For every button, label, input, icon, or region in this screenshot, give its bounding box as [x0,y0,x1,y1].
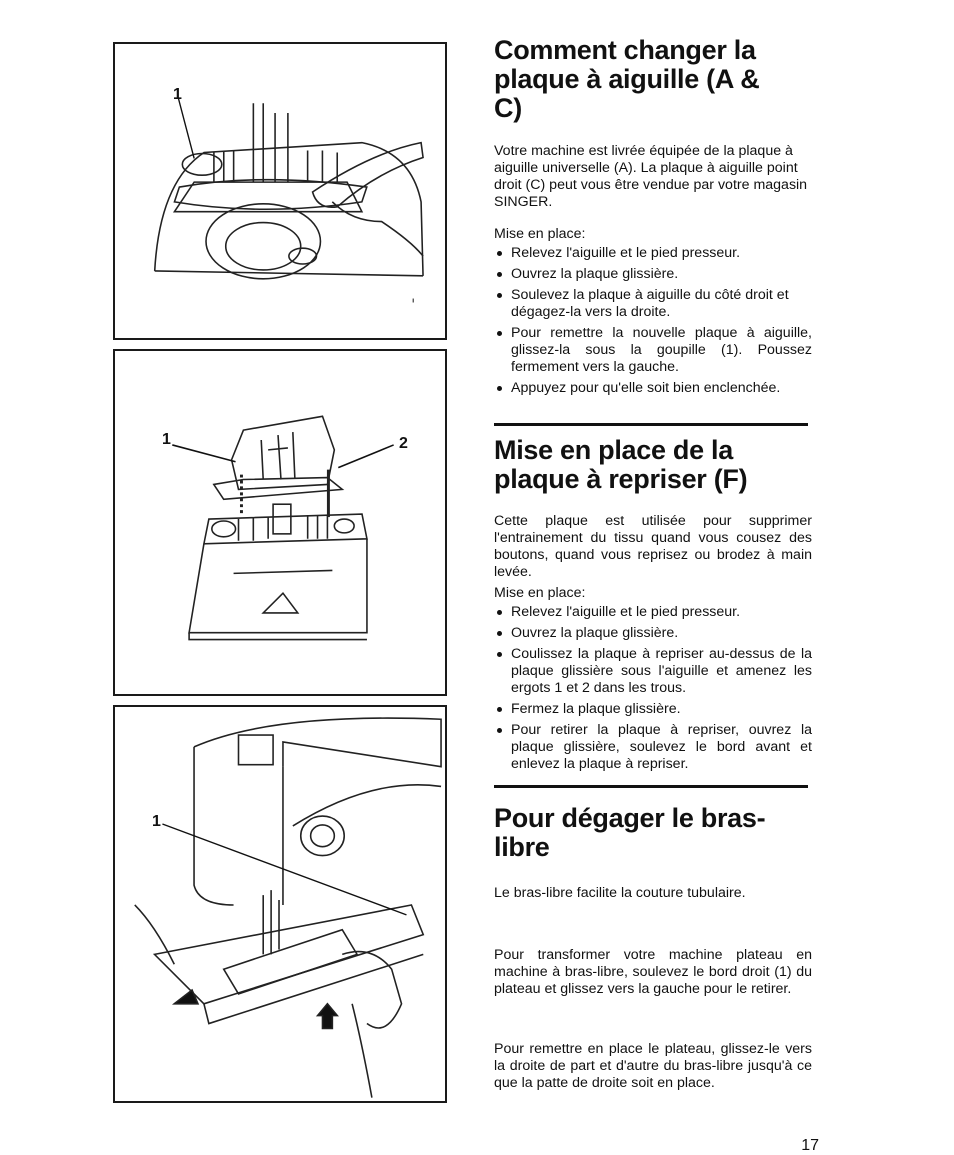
section-title-needle-plate: Comment changer la plaque à aiguille (A & C) [494,35,760,123]
callout-1: 1 [173,86,182,103]
divider [494,785,808,788]
list-item: Ouvrez la plaque glissière. [494,625,812,642]
section-title-free-arm: Pour dégager le bras-libre [494,803,766,862]
callout-1: 1 [162,431,171,448]
paragraph: Pour transformer votre machine plateau en machine à bras-libre, soulevez le bord droit (1) du plateau et glissez vers la gauche pour le retirer. [494,947,812,997]
needle-plate-illustration [115,44,445,338]
list-item: Coulissez la plaque à repriser au-dessus de la plaque glissière sous l'aiguille et amenez les ergots 1 et 2 dans les trous. [494,646,812,697]
text-column [494,36,812,1092]
figure-free-arm [113,705,447,1103]
darning-plate-illustration [115,351,445,694]
list-item: Relevez l'aiguille et le pied presseur. [494,604,812,621]
list-item: Appuyez pour qu'elle soit bien enclenchée. [494,380,812,397]
list-item: Ouvrez la plaque glissière. [494,266,812,283]
list-item: Soulevez la plaque à aiguille du côté droit et dégagez-la vers la droite. [494,287,812,321]
list-item: Fermez la plaque glissière. [494,701,812,718]
list-item: Pour remettre la nouvelle plaque à aiguille, glissez-la sous la goupille (1). Poussez fermement vers la gauche. [494,325,812,376]
divider [494,423,808,426]
section-intro: Cette plaque est utilisée pour supprimer l'entrainement du tissu quand vous cousez des boutons, quand vous reprisez ou brodez à main levée. [494,513,812,580]
paragraph: Le bras-libre facilite la couture tubulaire. [494,885,746,901]
bullet-list [494,245,812,397]
section-intro: Votre machine est livrée équipée de la plaque à aiguille universelle (A). La plaque à aiguille point droit (C) peut vous être vendue par votre magasin SINGER. [494,143,808,210]
section-title-darning-plate: Mise en place de la plaque à repriser (F) [494,435,748,494]
figure-needle-plate [113,42,447,340]
figure-darning-plate [113,349,447,696]
bullet-list [494,604,812,773]
section-subhead: Mise en place: [494,585,586,601]
section-subhead: Mise en place: [494,226,586,242]
list-item: Pour retirer la plaque à repriser, ouvrez la plaque glissière, soulevez le bord avant et enlevez la plaque à repriser. [494,722,812,773]
paragraph: Pour remettre en place le plateau, glissez-le vers la droite de part et d'autre du bras-libre jusqu'à ce que la patte de droite soit en place. [494,1041,812,1091]
list-item: Relevez l'aiguille et le pied presseur. [494,245,812,262]
callout-1: 1 [152,813,161,830]
page-number: 17 [801,1137,819,1154]
callout-2: 2 [399,435,408,452]
free-arm-illustration [115,707,445,1101]
